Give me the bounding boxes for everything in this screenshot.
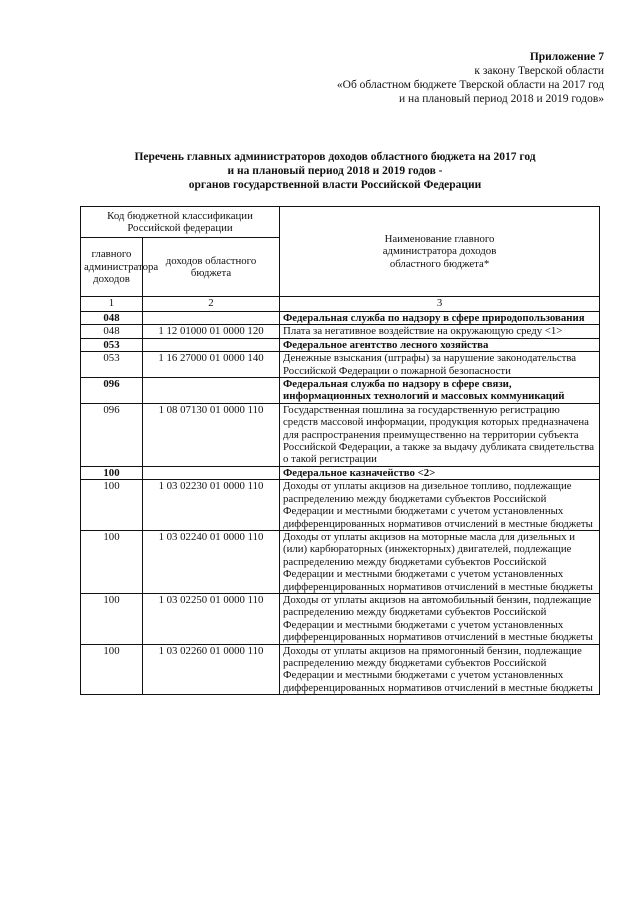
column-number-1: 1 [81, 297, 143, 312]
income-code-cell: 1 03 02250 01 0000 110 [143, 593, 280, 644]
table-row [81, 593, 600, 644]
table-row [81, 312, 600, 325]
document-title [80, 150, 590, 192]
appendix-line-1: к закону Тверской области [474, 65, 604, 77]
income-code-cell: 1 03 02240 01 0000 110 [143, 530, 280, 593]
income-code-cell [143, 338, 280, 351]
column-number-3: 3 [280, 297, 600, 312]
admin-code-cell: 053 [81, 338, 143, 351]
income-code-cell: 1 03 02260 01 0000 110 [143, 644, 280, 695]
table-row [81, 480, 600, 531]
admin-code-cell: 053 [81, 352, 143, 378]
income-code-cell: 1 03 02230 01 0000 110 [143, 480, 280, 531]
administrators-table [80, 206, 600, 695]
header-income-column [143, 238, 280, 297]
title-line-1: Перечень главных администраторов доходов областного бюджета на 2017 год [134, 151, 536, 163]
table-row [81, 530, 600, 593]
admin-code-cell: 100 [81, 480, 143, 531]
admin-code-cell: 096 [81, 403, 143, 466]
name-cell: Федеральное казначейство <2> [280, 466, 600, 479]
admin-code-cell: 048 [81, 325, 143, 338]
header-admin-column: главного администратора доходов [81, 238, 143, 297]
table-row [81, 352, 600, 378]
table-row [81, 378, 600, 404]
table-row [81, 338, 600, 351]
appendix-line-2: «Об областном бюджете Тверской области на 2017 год [336, 79, 604, 91]
header-name-text: Наименование главного администратора доходов областного бюджета* [382, 232, 497, 270]
admin-code-cell: 100 [81, 644, 143, 695]
name-cell: Плата за негативное воздействие на окружающую среду <1> [280, 325, 600, 338]
table-row [81, 466, 600, 479]
income-code-cell: 1 16 27000 01 0000 140 [143, 352, 280, 378]
table-row [81, 644, 600, 695]
table-row [81, 325, 600, 338]
name-cell: Денежные взыскания (штрафы) за нарушение законодательства Российской Федерации о пожарной безопасности [280, 352, 600, 378]
table-row [81, 403, 600, 466]
admin-code-cell: 096 [81, 378, 143, 404]
appendix-block [337, 50, 604, 106]
header-name-column [280, 207, 600, 297]
income-code-cell [143, 466, 280, 479]
name-cell: Федеральное агентство лесного хозяйства [280, 338, 600, 351]
title-line-2: и на плановый период 2018 и 2019 годов - [227, 165, 443, 177]
appendix-line-3: и на плановый период 2018 и 2019 годов» [399, 93, 604, 105]
income-code-cell: 1 12 01000 01 0000 120 [143, 325, 280, 338]
admin-code-cell: 100 [81, 466, 143, 479]
admin-code-cell: 100 [81, 593, 143, 644]
header-code-group: Код бюджетной классификации Российской федерации [81, 207, 280, 238]
name-cell: Доходы от уплаты акцизов на автомобильный бензин, подлежащие распределению между бюджетами субъектов Российской Федерации и местными бюджетами с учетом установленных дифференцированных нормативов отчислений в местные бюджеты [280, 593, 600, 644]
name-cell: Федеральная служба по надзору в сфере природопользования [280, 312, 600, 325]
column-number-2: 2 [143, 297, 280, 312]
table-number-row [81, 297, 600, 312]
table-header-row [81, 207, 600, 238]
admin-code-cell: 048 [81, 312, 143, 325]
income-code-cell [143, 312, 280, 325]
income-code-cell [143, 378, 280, 404]
name-cell: Федеральная служба по надзору в сфере связи, информационных технологий и массовых коммуникаций [280, 378, 600, 404]
header-income-text: доходов областного бюджета [165, 254, 257, 279]
name-cell: Доходы от уплаты акцизов на прямогонный бензин, подлежащие распределению между бюджетами субъектов Российской Федерации и местными бюджетами с учетом установленных дифференцированных нормативов отчислений в местные бюджеты [280, 644, 600, 695]
name-cell: Доходы от уплаты акцизов на моторные масла для дизельных и (или) карбюраторных (инжекторных) двигателей, подлежащие распределению между бюджетами субъектов Российской Федерации и местными бюджетами с учетом установленных дифференцированных нормативов отчислений в местные бюджеты [280, 530, 600, 593]
name-cell: Доходы от уплаты акцизов на дизельное топливо, подлежащие распределению между бюджетами субъектов Российской Федерации и местными бюджетами с учетом установленных дифференцированных нормативов отчислений в местные бюджеты [280, 480, 600, 531]
income-code-cell: 1 08 07130 01 0000 110 [143, 403, 280, 466]
title-line-3: органов государственной власти Российской Федерации [188, 179, 482, 191]
appendix-title: Приложение 7 [529, 51, 604, 63]
admin-code-cell: 100 [81, 530, 143, 593]
name-cell: Государственная пошлина за государственную регистрацию средств массовой информации, продукция которых предназначена для распространения преимущественно на территории субъекта Российской Федерации, а также за выдачу дубликата свидетельства о такой регистрации [280, 403, 600, 466]
